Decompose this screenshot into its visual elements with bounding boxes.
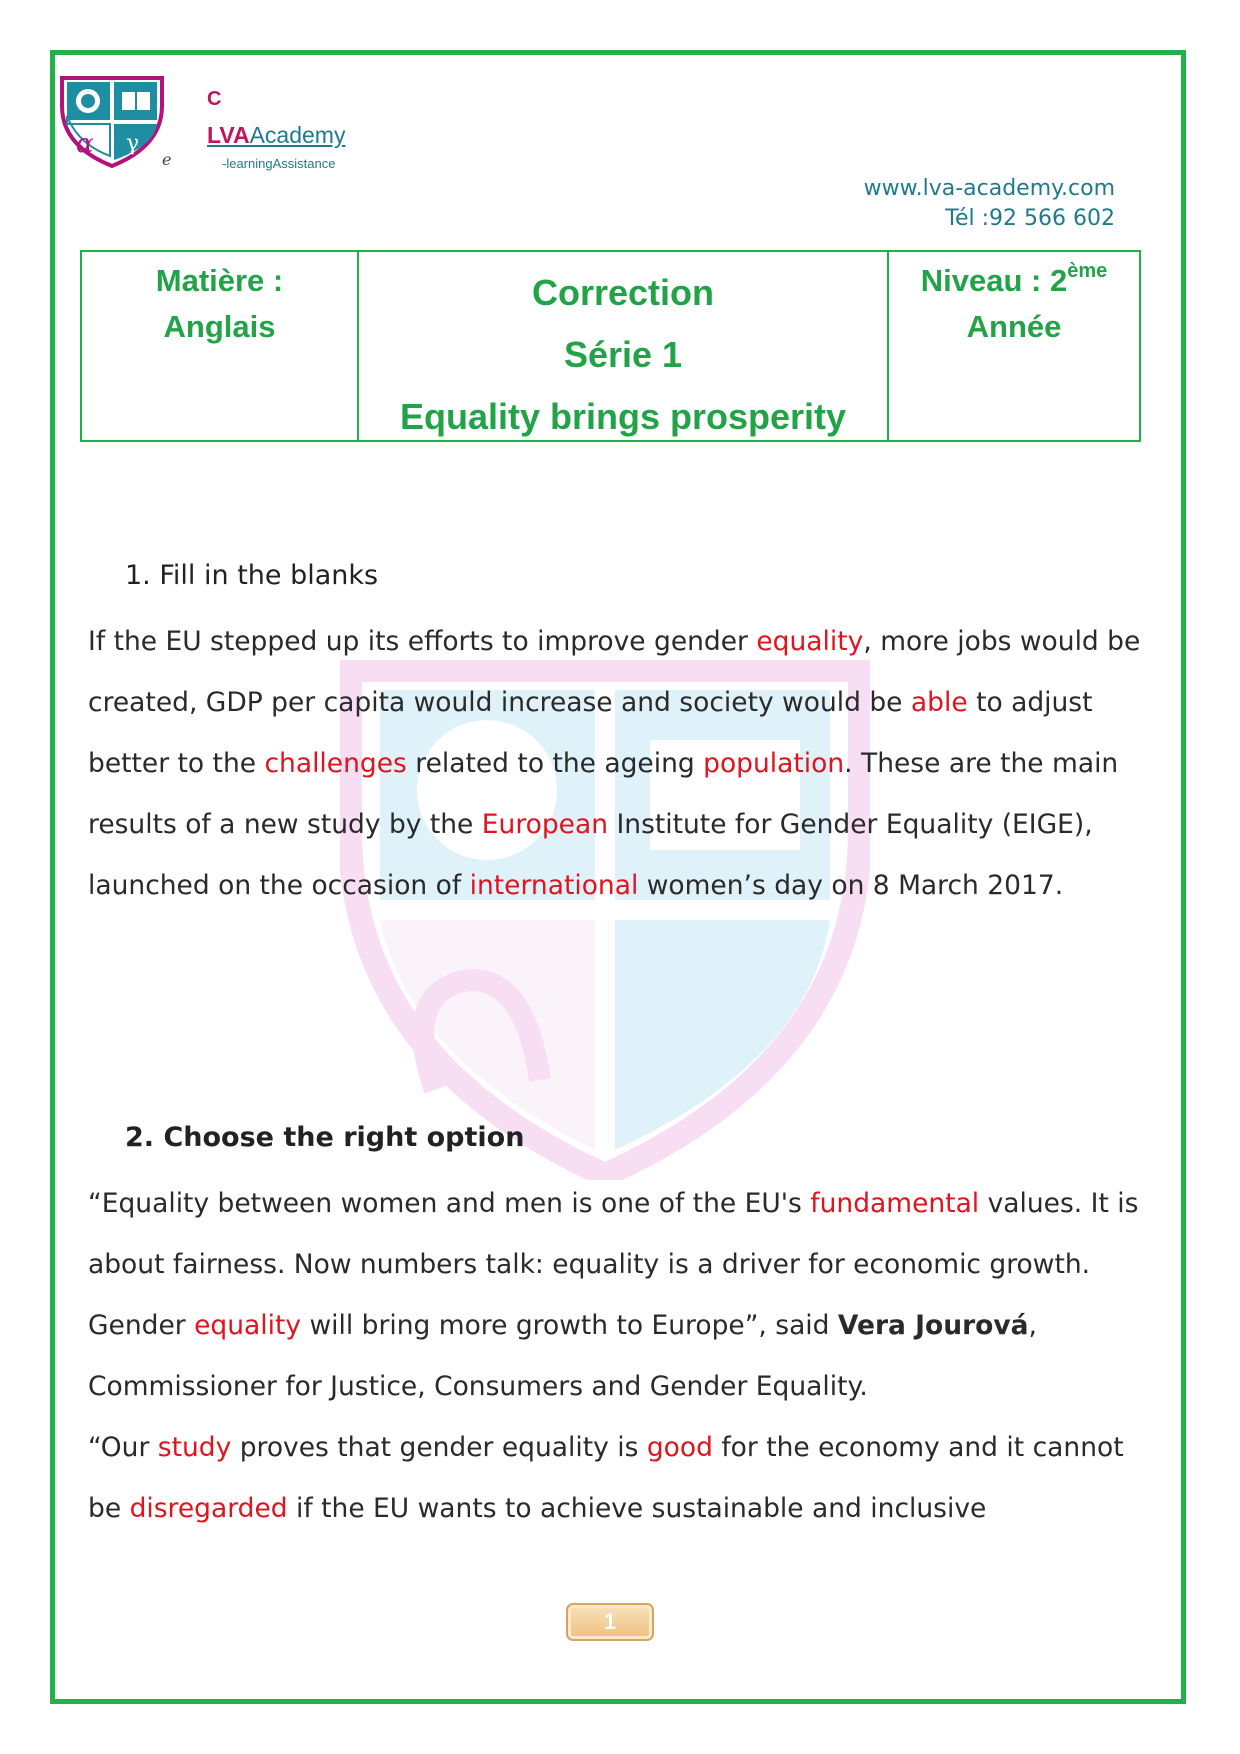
q2-answer-2: equality (194, 1310, 302, 1341)
subject-value: Anglais (163, 309, 276, 344)
q2-person-name: Vera Jourová (837, 1310, 1029, 1341)
q2-text-5: “Our (88, 1432, 158, 1463)
brand-name-bold: LVA (207, 122, 250, 148)
question-2-paragraph (88, 1173, 1158, 1539)
brand-name[interactable] (207, 122, 345, 149)
doc-title: Correction (531, 272, 715, 313)
brand-letter-c: C (207, 88, 222, 110)
q1-text-2: , more jobs would be created, GDP per capita would increase and society would be (88, 626, 1141, 718)
question-1-title: 1. Fill in the blanks (125, 560, 379, 591)
logo-gamma: γ (126, 131, 140, 156)
q2-text-2: values. It is about fairness. Now numbers talk: equality is a driver for economic growth. Gender (88, 1188, 1139, 1341)
q2-text-7: for the economy and it cannot be (88, 1432, 1124, 1524)
q2-text-6: proves that gender equality is (231, 1432, 647, 1463)
q2-text-1: “Equality between women and men is one of the EU's (88, 1188, 811, 1219)
q2-text-4: , Commissioner for Justice, Consumers and Gender Equality. (88, 1310, 1037, 1402)
level-value: Année (966, 309, 1062, 344)
logo-alpha: α (76, 129, 94, 159)
page-number-badge: 1 (566, 1603, 654, 1641)
level-label: Niveau : 2 (920, 263, 1068, 298)
q1-answer-2: able (910, 687, 968, 718)
title-cell (359, 252, 889, 440)
brand-name-rest: Academy (249, 122, 346, 148)
q2-text-3: will bring more growth to Europe”, said (301, 1310, 838, 1341)
level-sup: ème (1067, 260, 1108, 282)
contact-block (864, 174, 1115, 234)
question-1-paragraph (88, 611, 1158, 916)
question-2-title: 2. Choose the right option (125, 1122, 525, 1153)
q2-answer-4: good (646, 1432, 713, 1463)
website-link[interactable]: www.lva-academy.com (863, 176, 1115, 201)
q1-text-6: Institute for Gender Equality (EIGE), launched on the occasion of (88, 809, 1093, 901)
q2-answer-1: fundamental (810, 1188, 980, 1219)
subject-cell (82, 252, 359, 440)
logo-letter-e: e (162, 150, 172, 169)
q2-answer-3: study (157, 1432, 232, 1463)
series-label: Série 1 (563, 334, 683, 375)
phone-number: Tél :92 566 602 (945, 206, 1115, 231)
q2-answer-5: disregarded (129, 1493, 288, 1524)
q1-text-3: to adjust better to the (88, 687, 1093, 779)
q1-answer-3: challenges (264, 748, 407, 779)
q1-text-4: related to the ageing (406, 748, 704, 779)
q1-text-5: . These are the main results of a new study by the (88, 748, 1119, 840)
q1-text-1: If the EU stepped up its efforts to improve gender (88, 626, 757, 657)
q1-answer-6: international (469, 870, 639, 901)
brand-tagline: -learningAssistance (222, 156, 336, 171)
q1-text-7: women’s day on 8 March 2017. (638, 870, 1064, 901)
q2-text-8: if the EU wants to achieve sustainable and inclusive (287, 1493, 987, 1524)
level-cell (889, 252, 1139, 440)
lva-academy-logo-icon (58, 76, 166, 168)
header-table (80, 250, 1141, 442)
topic-label: Equality brings prosperity (399, 396, 847, 437)
q1-answer-4: population (703, 748, 845, 779)
q1-answer-1: equality (756, 626, 864, 657)
q1-answer-5: European (481, 809, 609, 840)
subject-label: Matière : (155, 263, 284, 298)
